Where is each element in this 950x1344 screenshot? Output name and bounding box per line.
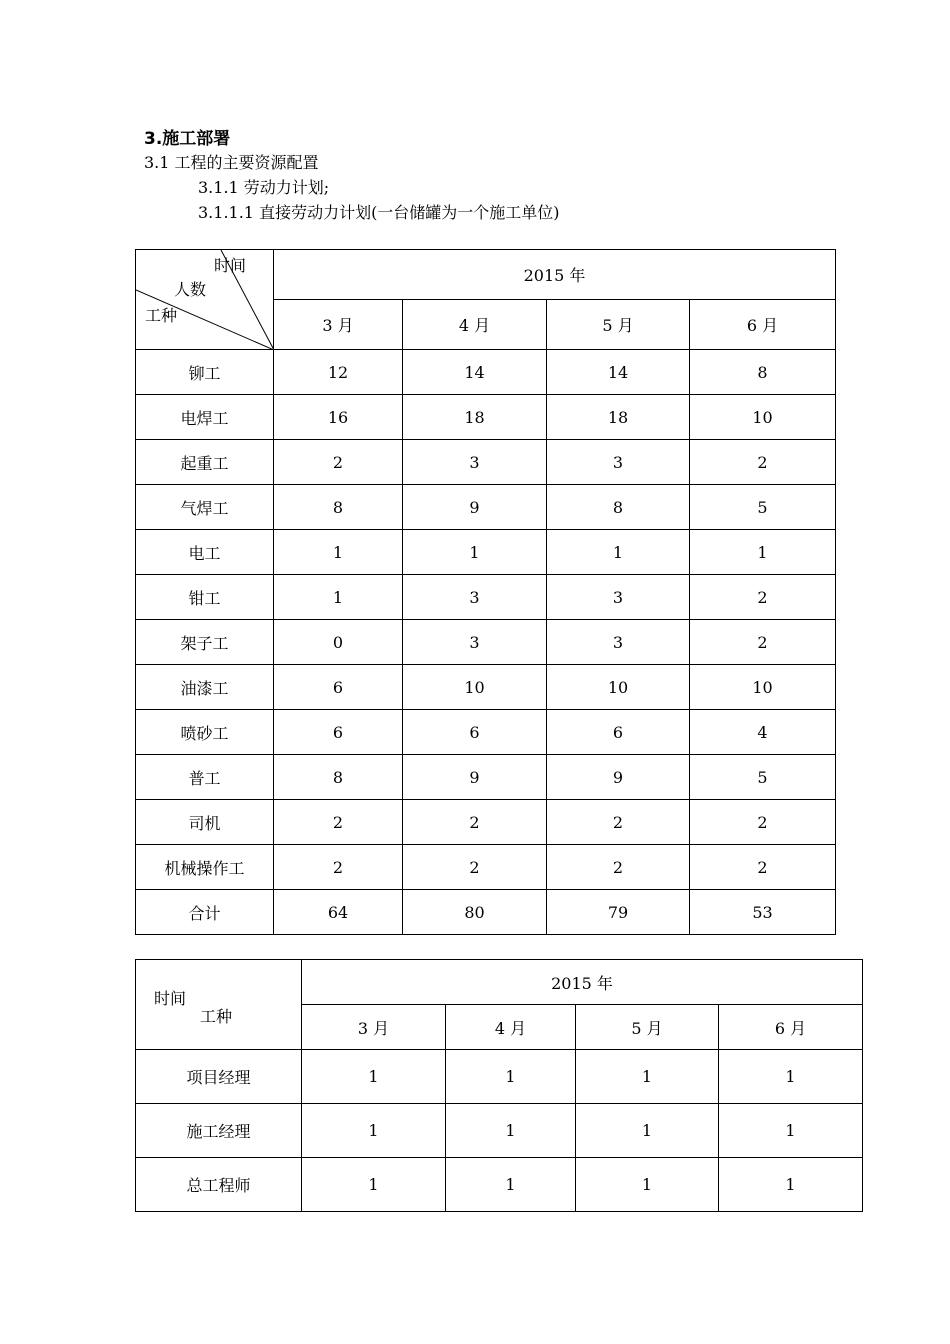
table2-month-header: 6 月 (719, 1005, 863, 1050)
table-row (136, 890, 836, 935)
table1-month-header: 6 月 (690, 300, 836, 350)
value-cell: 1 (446, 1104, 576, 1158)
value-cell: 9 (547, 755, 690, 800)
value-cell: 1 (576, 1104, 719, 1158)
trade-name-cell: 铆工 (136, 350, 274, 395)
value-cell: 2 (690, 845, 836, 890)
corner-label-time: 时间 (154, 989, 187, 1008)
table2-month-header: 4 月 (446, 1005, 576, 1050)
value-cell: 1 (274, 575, 403, 620)
value-cell: 2 (274, 440, 403, 485)
trade-name-cell: 项目经理 (136, 1050, 302, 1104)
value-cell: 2 (690, 440, 836, 485)
value-cell: 1 (302, 1104, 446, 1158)
trade-name-cell: 司机 (136, 800, 274, 845)
table-row (136, 530, 836, 575)
value-cell: 2 (690, 575, 836, 620)
value-cell: 1 (719, 1050, 863, 1104)
value-cell: 10 (403, 665, 547, 710)
value-cell: 1 (719, 1158, 863, 1212)
section-heading: 3.施工部署 (144, 129, 231, 149)
value-cell: 2 (274, 800, 403, 845)
table1-month-header: 5 月 (547, 300, 690, 350)
value-cell: 2 (274, 845, 403, 890)
diagonal-lines (136, 250, 274, 350)
value-cell: 79 (547, 890, 690, 935)
value-cell: 2 (547, 845, 690, 890)
trade-name-cell: 喷砂工 (136, 710, 274, 755)
table-row (136, 755, 836, 800)
value-cell: 1 (302, 1158, 446, 1212)
value-cell: 10 (547, 665, 690, 710)
value-cell: 5 (690, 755, 836, 800)
trade-name-cell: 油漆工 (136, 665, 274, 710)
table-row (136, 395, 836, 440)
table-row (136, 485, 836, 530)
trade-name-cell: 钳工 (136, 575, 274, 620)
direct-labor-plan-heading: 3.1.1.1 直接劳动力计划(一台储罐为一个施工单位) (198, 203, 560, 222)
trade-name-cell: 总工程师 (136, 1158, 302, 1212)
table-row (136, 620, 836, 665)
table2-month-header: 3 月 (302, 1005, 446, 1050)
value-cell: 1 (403, 530, 547, 575)
trade-name-cell: 普工 (136, 755, 274, 800)
trade-name-cell: 施工经理 (136, 1104, 302, 1158)
table1-year-header: 2015 年 (274, 250, 836, 300)
trade-name-cell: 电工 (136, 530, 274, 575)
trade-name-cell: 气焊工 (136, 485, 274, 530)
table-row (136, 710, 836, 755)
trade-name-cell: 电焊工 (136, 395, 274, 440)
table-row (136, 1050, 863, 1104)
value-cell: 1 (274, 530, 403, 575)
value-cell: 2 (690, 620, 836, 665)
value-cell: 1 (446, 1158, 576, 1212)
value-cell: 1 (576, 1050, 719, 1104)
value-cell: 2 (547, 800, 690, 845)
value-cell: 3 (403, 440, 547, 485)
value-cell: 5 (690, 485, 836, 530)
table1-month-header: 3 月 (274, 300, 403, 350)
table2-corner-header (136, 960, 302, 1050)
value-cell: 3 (547, 440, 690, 485)
value-cell: 1 (690, 530, 836, 575)
value-cell: 18 (403, 395, 547, 440)
value-cell: 53 (690, 890, 836, 935)
table-row (136, 800, 836, 845)
corner-label-time: 时间 (214, 256, 247, 275)
value-cell: 3 (547, 620, 690, 665)
value-cell: 2 (690, 800, 836, 845)
table2-year-header: 2015 年 (302, 960, 863, 1005)
table1-body (136, 350, 836, 935)
table-row (136, 845, 836, 890)
table2-body (136, 1050, 863, 1212)
value-cell: 1 (302, 1050, 446, 1104)
value-cell: 2 (403, 845, 547, 890)
corner-label-count: 人数 (174, 280, 207, 299)
subsection-heading: 3.1 工程的主要资源配置 (144, 153, 319, 172)
value-cell: 3 (403, 620, 547, 665)
table-row (136, 1104, 863, 1158)
value-cell: 1 (446, 1050, 576, 1104)
corner-label-trade: 工种 (145, 306, 178, 325)
table-row (136, 665, 836, 710)
value-cell: 6 (547, 710, 690, 755)
table2-month-header: 5 月 (576, 1005, 719, 1050)
value-cell: 8 (274, 755, 403, 800)
labor-plan-heading: 3.1.1 劳动力计划; (198, 178, 330, 197)
value-cell: 3 (403, 575, 547, 620)
value-cell: 10 (690, 395, 836, 440)
value-cell: 14 (403, 350, 547, 395)
value-cell: 1 (547, 530, 690, 575)
value-cell: 8 (274, 485, 403, 530)
trade-name-cell: 合计 (136, 890, 274, 935)
value-cell: 12 (274, 350, 403, 395)
table-row (136, 1158, 863, 1212)
corner-label-trade: 工种 (200, 1007, 233, 1026)
value-cell: 9 (403, 755, 547, 800)
value-cell: 16 (274, 395, 403, 440)
trade-name-cell: 架子工 (136, 620, 274, 665)
value-cell: 0 (274, 620, 403, 665)
value-cell: 80 (403, 890, 547, 935)
value-cell: 6 (403, 710, 547, 755)
table-row (136, 350, 836, 395)
table1-corner-header (136, 250, 274, 350)
value-cell: 6 (274, 665, 403, 710)
value-cell: 3 (547, 575, 690, 620)
value-cell: 9 (403, 485, 547, 530)
value-cell: 18 (547, 395, 690, 440)
value-cell: 2 (403, 800, 547, 845)
value-cell: 64 (274, 890, 403, 935)
value-cell: 1 (719, 1104, 863, 1158)
management-staff-table (135, 959, 863, 1212)
table-row (136, 440, 836, 485)
value-cell: 14 (547, 350, 690, 395)
value-cell: 8 (690, 350, 836, 395)
value-cell: 1 (576, 1158, 719, 1212)
trade-name-cell: 机械操作工 (136, 845, 274, 890)
value-cell: 4 (690, 710, 836, 755)
table-row (136, 575, 836, 620)
value-cell: 8 (547, 485, 690, 530)
table1-month-header: 4 月 (403, 300, 547, 350)
direct-labor-table (135, 249, 836, 935)
value-cell: 6 (274, 710, 403, 755)
trade-name-cell: 起重工 (136, 440, 274, 485)
value-cell: 10 (690, 665, 836, 710)
